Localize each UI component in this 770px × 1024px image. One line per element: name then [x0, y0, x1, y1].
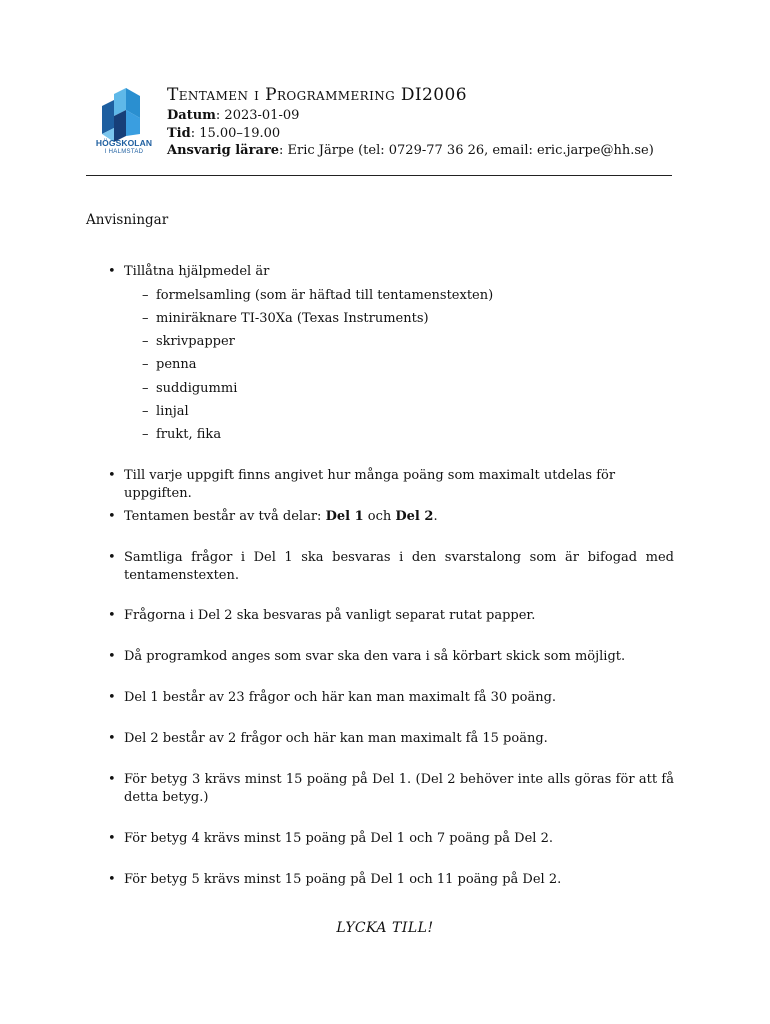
- dash-icon: –: [142, 288, 149, 303]
- item-text: För betyg 3 krävs minst 15 poäng på Del 1. (Del 2 behöver inte alls göras för att få detta betyg.): [124, 772, 674, 805]
- sub-item: [142, 333, 235, 351]
- exam-header: [167, 84, 654, 160]
- bullet-icon: •: [108, 649, 116, 664]
- list-item-part1-points: [110, 689, 674, 707]
- sub-item-text: suddigummi: [156, 381, 238, 396]
- list-item-allowed: [110, 263, 674, 281]
- dash-icon: –: [142, 334, 149, 349]
- date-value: : 2023-01-09: [215, 108, 300, 123]
- dash-icon: –: [142, 381, 149, 396]
- time-line: [167, 125, 654, 143]
- bullet-icon: •: [108, 731, 116, 746]
- bullet-icon: •: [108, 831, 116, 846]
- bullet-icon: •: [108, 264, 116, 279]
- item-text: För betyg 5 krävs minst 15 poäng på Del 1 och 11 poäng på Del 2.: [124, 872, 562, 887]
- sub-item: [142, 403, 189, 421]
- logo-shape-dark: [102, 100, 114, 134]
- list-item-grade3: [110, 771, 674, 807]
- sub-item: [142, 310, 429, 328]
- sub-item-text: formelsamling (som är häftad till tentamenstexten): [156, 288, 494, 303]
- part1-label: Del 1: [325, 509, 364, 524]
- sub-item: [142, 426, 221, 444]
- item-text: Samtliga frågor i Del 1 ska besvaras i den svarstalong som är bifogad med tentamenstexten.: [124, 550, 674, 583]
- dash-icon: –: [142, 427, 149, 442]
- teacher-value: : Eric Järpe (tel: 0729-77 36 26, email: eric.jarpe@hh.se): [279, 143, 654, 158]
- item-text: Del 2 består av 2 frågor och här kan man maximalt få 15 poäng.: [124, 731, 548, 746]
- list-item-grade5: [110, 871, 674, 889]
- time-value: : 15.00–19.00: [190, 125, 281, 141]
- item-text: Frågorna i Del 2 ska besvaras på vanligt separat rutat papper.: [124, 608, 536, 623]
- date-line: [167, 107, 654, 125]
- parts-and: och: [363, 509, 396, 524]
- list-item-grade4: [110, 830, 674, 848]
- list-item-part1-answers: [110, 549, 674, 585]
- sub-item-text: miniräknare TI-30Xa (Texas Instruments): [156, 311, 429, 326]
- sub-item-text: skrivpapper: [156, 334, 235, 349]
- list-item-points-info: [110, 467, 674, 503]
- sub-item-text: penna: [156, 357, 197, 372]
- list-item-part2-answers: [110, 607, 674, 625]
- bullet-icon: •: [108, 550, 116, 565]
- bullet-icon: •: [108, 690, 116, 705]
- dash-icon: –: [142, 357, 149, 372]
- sub-item-text: frukt, fika: [156, 427, 222, 442]
- bullet-icon: •: [108, 608, 116, 623]
- list-item-code-answers: [110, 648, 674, 666]
- parts-suffix: .: [433, 509, 438, 524]
- list-item-parts: [110, 508, 674, 526]
- item-text: Till varje uppgift finns angivet hur många poäng som maximalt utdelas för uppgiften.: [124, 468, 616, 501]
- item-text: Tillåtna hjälpmedel är: [124, 264, 270, 279]
- dash-icon: –: [142, 404, 149, 419]
- part2-label: Del 2: [395, 509, 434, 524]
- teacher-label: Ansvarig lärare: [167, 143, 279, 158]
- sub-item: [142, 356, 197, 374]
- sub-item: [142, 380, 237, 398]
- item-text: Då programkod anges som svar ska den vara i så körbart skick som möjligt.: [124, 649, 626, 664]
- bullet-icon: •: [108, 772, 116, 787]
- bullet-icon: •: [108, 468, 116, 483]
- sub-item: [142, 287, 493, 305]
- closing-text: LYCKA TILL!: [336, 920, 434, 936]
- logo-subtitle: I HALMSTAD: [104, 149, 144, 155]
- bullet-icon: •: [108, 872, 116, 887]
- header-divider: [86, 175, 672, 176]
- time-label: Tid: [167, 125, 191, 141]
- list-item-part2-points: [110, 730, 674, 748]
- section-title: Anvisningar: [86, 212, 169, 228]
- teacher-line: [167, 142, 654, 160]
- logo-name: HÖGSKOLAN: [95, 138, 153, 148]
- dash-icon: –: [142, 311, 149, 326]
- item-text: Del 1 består av 23 frågor och här kan man maximalt få 30 poäng.: [124, 690, 557, 705]
- bullet-icon: •: [108, 509, 116, 524]
- sub-item-text: linjal: [156, 404, 189, 419]
- exam-title: Tentamen i Programmering DI2006: [167, 85, 467, 105]
- date-label: Datum: [167, 108, 216, 123]
- item-text: För betyg 4 krävs minst 15 poäng på Del 1 och 7 poäng på Del 2.: [124, 831, 553, 846]
- item-text: [124, 508, 674, 526]
- parts-prefix: Tentamen består av två delar:: [124, 509, 326, 524]
